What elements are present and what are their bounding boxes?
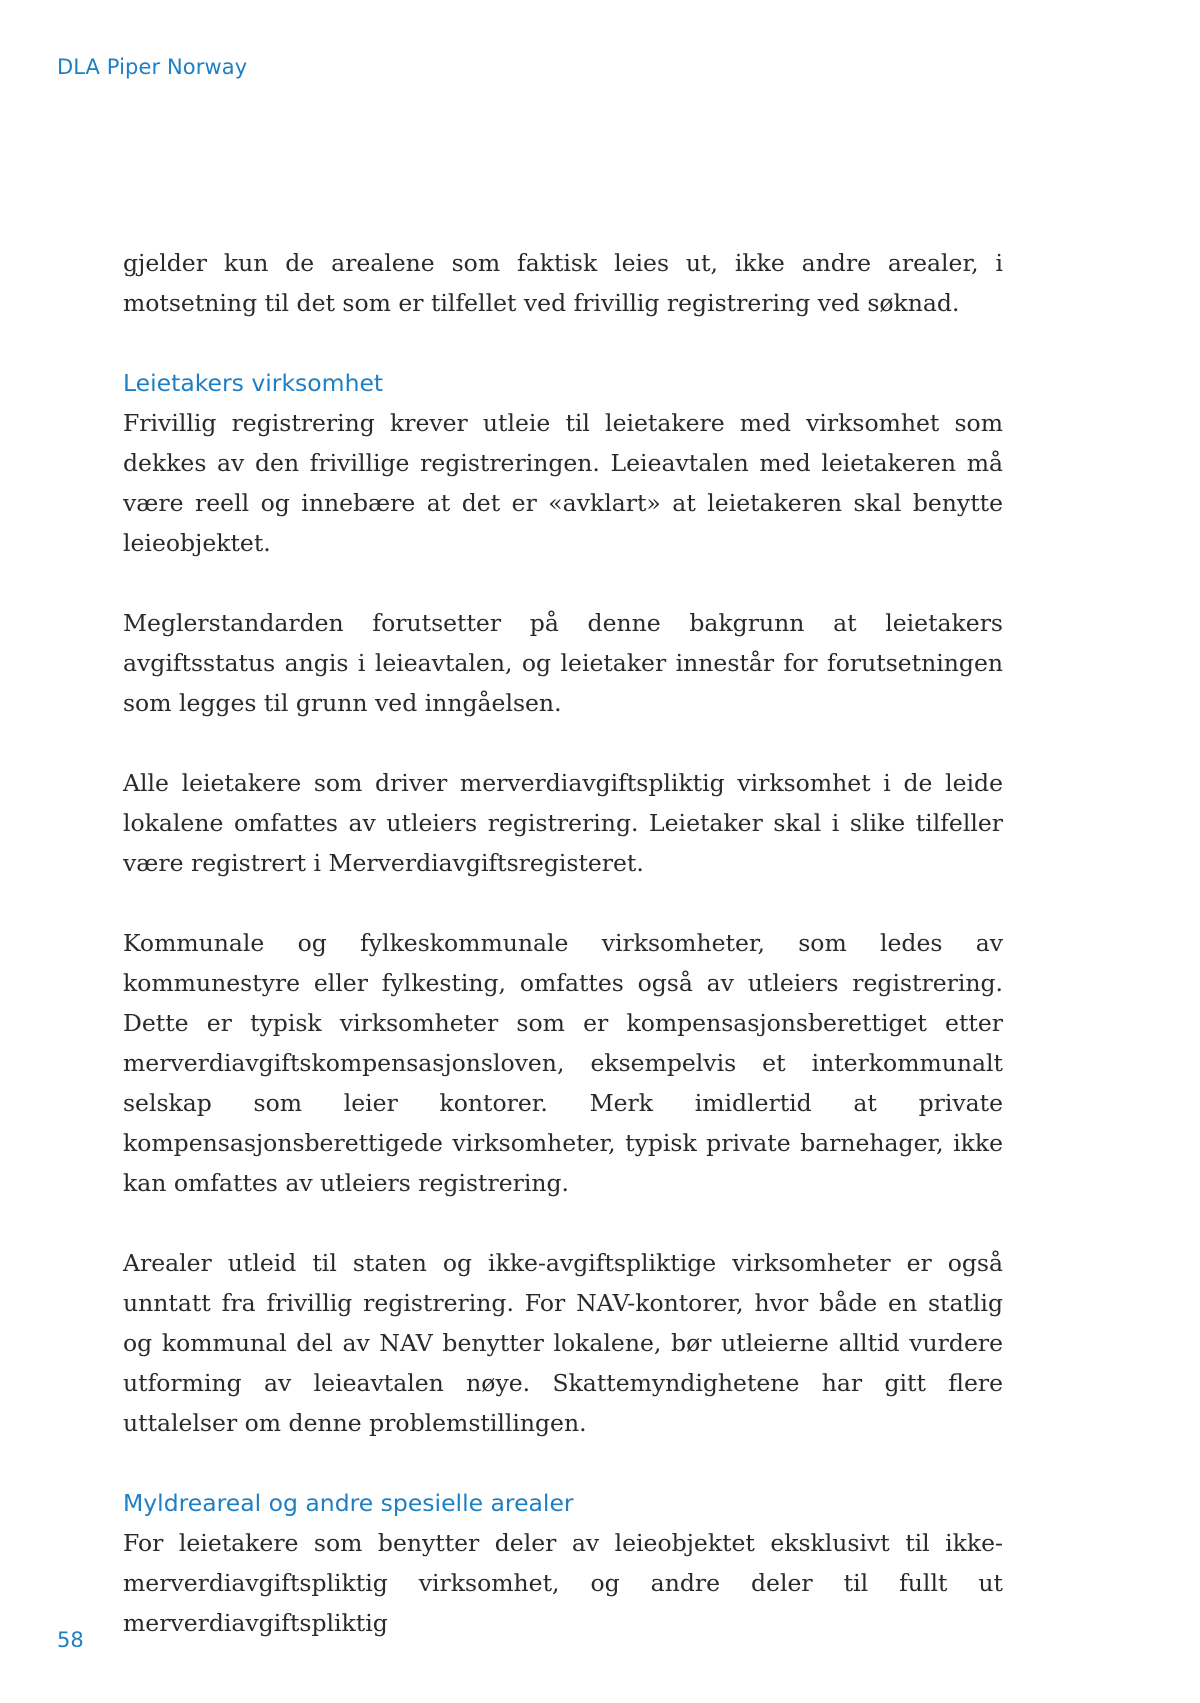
paragraph-alle-leietakere: Alle leietakere som driver merverdiavgiftspliktig virksomhet i de leide lokalene omfattes av utleiers registrering. Leietaker skal i slike tilfeller være registrert i Merverdiavgiftsregisteret. — [123, 769, 1003, 877]
page-number: 58 — [57, 1628, 84, 1652]
section-heading-leietakers-virksomhet: Leietakers virksomhet — [123, 369, 384, 397]
paragraph-myldreareal: For leietakere som benytter deler av leieobjektet eksklusivt til ikke-merverdiavgiftspliktig virksomhet, og andre deler til fullt ut merverdiavgiftspliktig — [123, 1529, 1003, 1637]
page-content — [123, 243, 1003, 1643]
paragraph-arealer-utleid-staten: Arealer utleid til staten og ikke-avgiftspliktige virksomheter er også unntatt fra frivillig registrering. For NAV-kontorer, hvor både en statlig og kommunal del av NAV benytter lokalene, bør utleierne alltid vurdere utforming av leieavtalen nøye. Skattemyndighetene har gitt flere uttalelser om denne problemstillingen. — [123, 1249, 1003, 1437]
running-header: DLA Piper Norway — [57, 55, 248, 79]
paragraph-intro: gjelder kun de arealene som faktisk leies ut, ikke andre arealer, i motsetning til det som er tilfellet ved frivillig registrering ved søknad. — [123, 249, 1003, 317]
paragraph-kommunale-virksomheter: Kommunale og fylkeskommunale virksomheter, som ledes av kommunestyre eller fylkesting, omfattes også av utleiers registrering. Dette er typisk virksomheter som er kompensasjonsberettiget etter merverdiavgiftskompensasjonsloven, eksempelvis et interkommunalt selskap som leier kontorer. Merk imidlertid at private kompensasjonsberettigede virksomheter, typisk private barnehager, ikke kan omfattes av utleiers registrering. — [123, 929, 1003, 1197]
paragraph-meglerstandarden: Meglerstandarden forutsetter på denne bakgrunn at leietakers avgiftsstatus angis i leieavtalen, og leietaker innestår for forutsetningen som legges til grunn ved inngåelsen. — [123, 609, 1003, 717]
paragraph-frivillig-registrering: Frivillig registrering krever utleie til leietakere med virksomhet som dekkes av den frivillige registreringen. Leieavtalen med leietakeren må være reell og innebære at det er «avklart» at leietakeren skal benytte leieobjektet. — [123, 409, 1003, 557]
section-heading-myldreareal: Myldreareal og andre spesielle arealer — [123, 1489, 574, 1517]
